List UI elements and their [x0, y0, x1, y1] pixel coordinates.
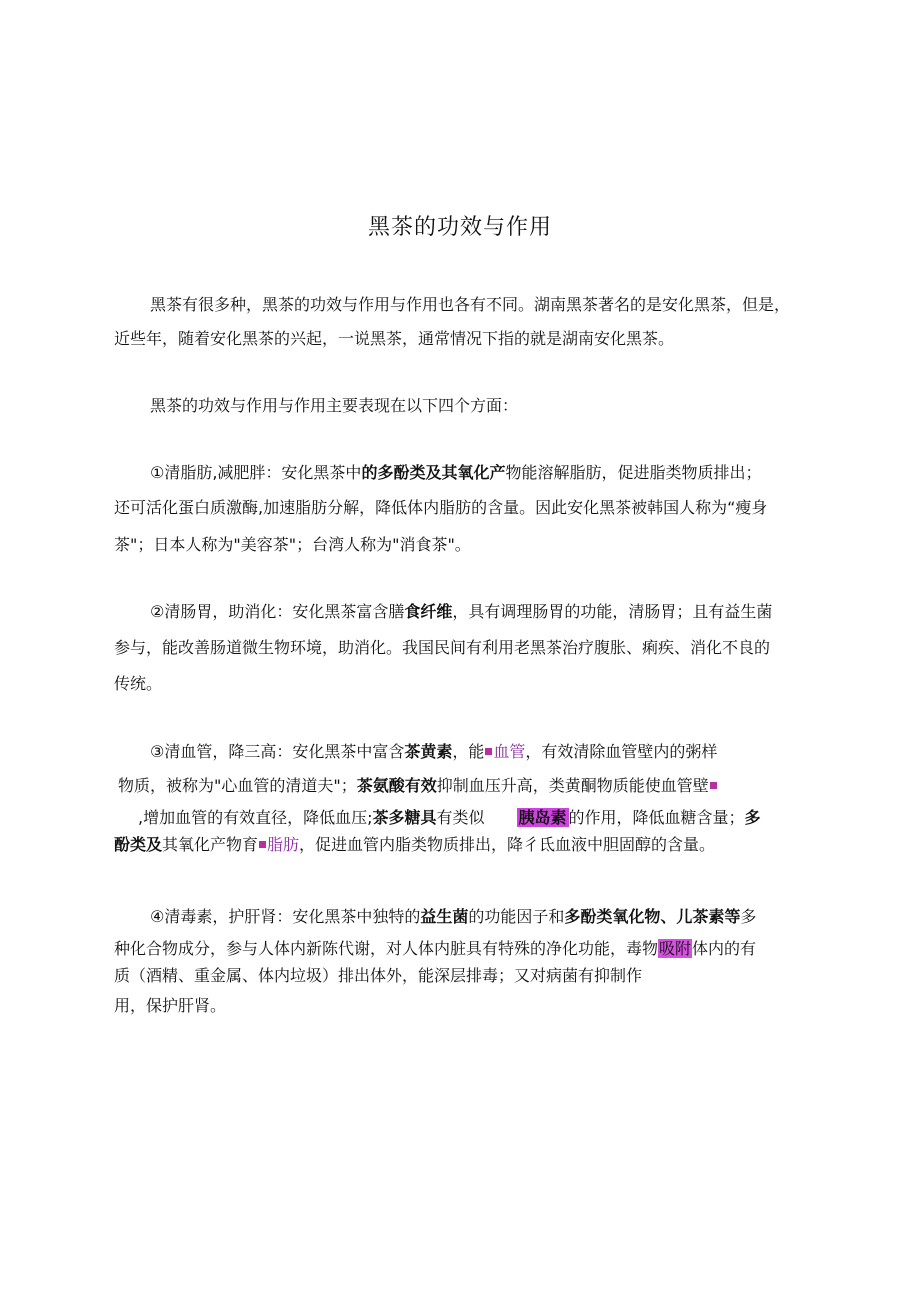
section-3-line-3 [138, 808, 761, 828]
section-4-text: ④清毒素，护肝肾：安化黑茶中独特的 [150, 907, 421, 926]
section-3-text: 物质，被称为"心血管的清道夫"； [118, 776, 357, 795]
section-3-text: ，能 [452, 742, 485, 761]
section-3-bold: 茶多糖具 [372, 808, 437, 827]
section-1-text: 物能溶解脂肪，促进脂类物质排出； [505, 463, 762, 482]
marker-square-icon [259, 841, 266, 848]
section-4-line-3: 质（酒精、重金属、体内垃圾）排出体外，能深层排毒；又对病菌有抑制作 [114, 966, 643, 985]
section-4-bold: 益生菌 [420, 907, 469, 926]
section-4-text: 种化合物成分，参与人体内新陈代谢，对人体内脏具有特殊的净化功能，毒物 [114, 939, 659, 958]
section-3-purple-text: 脂肪 [267, 835, 300, 854]
section-4-line-1 [150, 907, 756, 927]
section-3-line-1 [150, 742, 717, 762]
section-4-highlight: 吸附 [659, 939, 692, 958]
section-1-line-1 [150, 463, 761, 483]
section-3-bold: 茶黄素 [404, 742, 453, 761]
marker-square-icon [485, 748, 492, 755]
page-title: 黑茶的功效与作用 [367, 215, 552, 240]
section-2-bold: 食纤维 [404, 602, 453, 621]
marker-square-icon [710, 782, 717, 789]
intro-line-1: 黑茶有很多种，黑茶的功效与作用与作用也各有不同。湖南黑茶著名的是安化黑茶，但是， [150, 295, 791, 314]
section-3-bold: 茶氨酸有效 [356, 776, 437, 795]
section-2-line-3: 传统。 [114, 674, 163, 693]
summary-line: 黑茶的功效与作用与作用主要表现在以下四个方面： [150, 396, 519, 415]
section-1-text: ①清脂肪,减肥胖：安化黑茶中 [150, 463, 362, 482]
section-3-highlight: 胰岛素 [518, 808, 567, 827]
section-2-line-1 [150, 602, 772, 622]
section-3-text: 其氧化产物育 [162, 835, 259, 854]
section-2-line-2: 参与，能改善肠道微生物环境，助消化。我国民间有利用老黑茶治疗腹胀、痢疾、消化不良的 [114, 638, 771, 657]
section-3-bold: 多 [744, 808, 761, 827]
section-4-text: 的功能因子和 [468, 907, 565, 926]
section-1-line-3: 茶"；日本人称为"美容茶"；台湾人称为"消食茶"。 [114, 535, 471, 554]
section-3-bold: 酚类及 [114, 835, 163, 854]
section-4-bold: 多酚类氧化物、儿茶素等 [564, 907, 741, 926]
intro-line-2: 近些年，随着安化黑茶的兴起，一说黑茶，通常情况下指的就是湖南安化黑茶。 [114, 329, 675, 348]
section-3-purple-text: 血管 [493, 742, 526, 761]
section-3-line-2 [118, 776, 718, 796]
section-1-line-2: 还可活化蛋白质激酶,加速脂肪分解，降低体内脂肪的含量。因此安化黑茶被韩国人称为“瘦身 [114, 498, 768, 517]
section-2-text: ，具有调理肠胃的功能，清肠胃；且有益生菌 [452, 602, 773, 621]
section-3-line-4 [114, 835, 715, 855]
section-4-line-2 [114, 939, 756, 959]
section-2-text: ②清肠胃，助消化：安化黑茶富含膳 [150, 602, 405, 621]
section-4-line-4: 用，保护肝肾。 [114, 996, 227, 1015]
section-3-text: ,增加血管的有效直径，降低血压; [138, 808, 373, 827]
section-3-text: ，促进血管内脂类物质排出，降彳氐血液中胆固醇的含量。 [299, 835, 716, 854]
section-3-text: 有类似 [436, 808, 485, 827]
section-1-bold: 的多酚类及其氧化产 [361, 463, 506, 482]
section-4-text: 体内的有 [692, 939, 757, 958]
section-3-text: 抑制血压升高，类黄酮物质能使血管壁 [436, 776, 709, 795]
section-3-text: ③清血管，降三高：安化黑茶中富含 [150, 742, 405, 761]
section-3-text: ，有效清除血管壁内的粥样 [525, 742, 718, 761]
section-4-text: 多 [740, 907, 757, 926]
section-3-text: 的作用，降低血糖含量； [568, 808, 745, 827]
